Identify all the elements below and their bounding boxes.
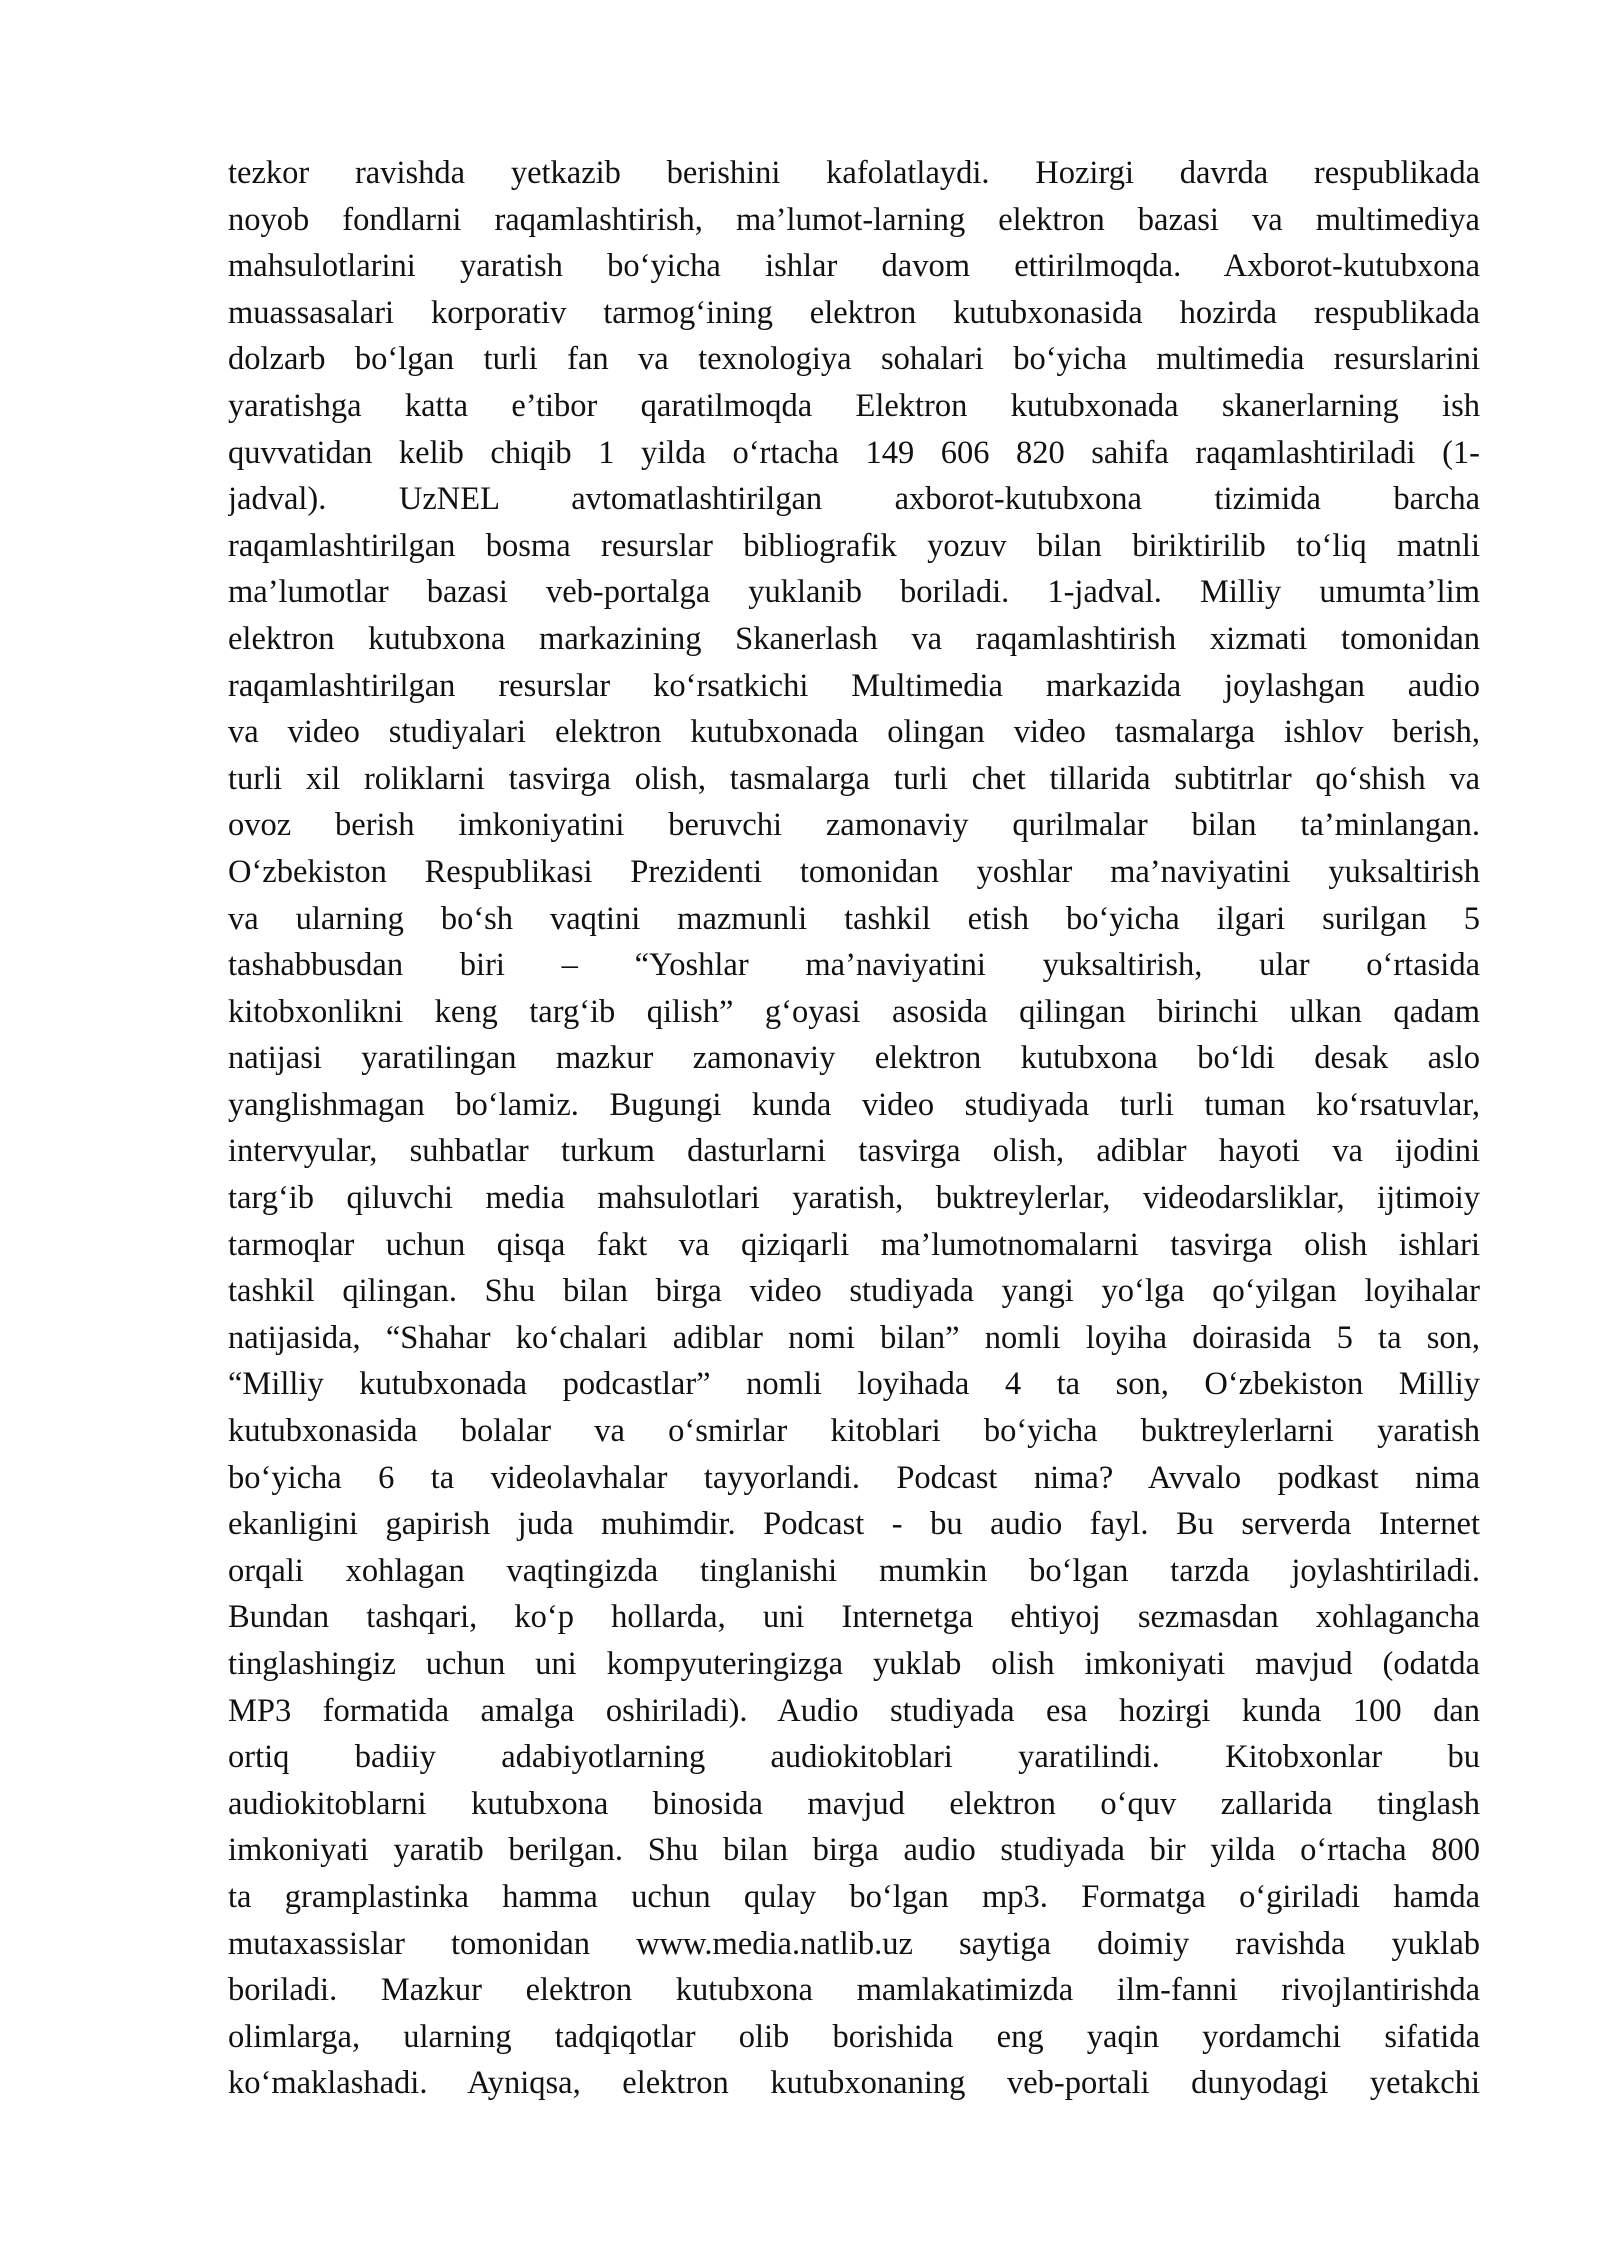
- text-line: noyob fondlarni raqamlashtirish, ma’lumot-larning elektron bazasi va multimediya: [228, 201, 1480, 238]
- text-line: kitobxonlikni keng targ‘ib qilish” g‘oyasi asosida qilingan birinchi ulkan qadam: [228, 993, 1480, 1030]
- text-line: yanglishmagan bo‘lamiz. Bugungi kunda video studiyada turli tuman ko‘rsatuvlar,: [228, 1086, 1480, 1123]
- text-line: intervyular, suhbatlar turkum dasturlarni tasvirga olish, adiblar hayoti va ijodini: [228, 1133, 1480, 1170]
- text-line: ovoz berish imkoniyatini beruvchi zamonaviy qurilmalar bilan ta’minlangan.: [228, 807, 1480, 844]
- text-line: ko‘maklashadi. Ayniqsa, elektron kutubxonaning veb-portali dunyodagi yetakchi: [228, 2065, 1480, 2102]
- text-line: quvvatidan kelib chiqib 1 yilda o‘rtacha 149 606 820 sahifa raqamlashtiriladi (1-: [228, 434, 1480, 471]
- text-line: natijasida, “Shahar ko‘chalari adiblar nomi bilan” nomli loyiha doirasida 5 ta son,: [228, 1319, 1480, 1356]
- text-line: muassasalari korporativ tarmog‘ining elektron kutubxonasida hozirda respublikada: [228, 294, 1480, 331]
- text-line: ekanligini gapirish juda muhimdir. Podcast - bu audio fayl. Bu serverda Internet: [228, 1506, 1480, 1543]
- text-line: jadval). UzNEL avtomatlashtirilgan axborot-kutubxona tizimida barcha: [228, 481, 1480, 518]
- text-line: MP3 formatida amalga oshiriladi). Audio studiyada esa hozirgi kunda 100 dan: [228, 1692, 1480, 1729]
- text-line: orqali xohlagan vaqtingizda tinglanishi mumkin bo‘lgan tarzda joylashtiriladi.: [228, 1552, 1480, 1589]
- text-line: tinglashingiz uchun uni kompyuteringizga yuklab olish imkoniyati mavjud (odatda: [228, 1646, 1480, 1682]
- text-line: dolzarb bo‘lgan turli fan va texnologiya sohalari bo‘yicha multimedia resurslarini: [228, 341, 1480, 378]
- text-line: Bundan tashqari, ko‘p hollarda, uni Internetga ehtiyoj sezmasdan xohlagancha: [228, 1599, 1480, 1636]
- text-line: raqamlashtirilgan bosma resurslar bibliografik yozuv bilan biriktirilib to‘liq matnli: [228, 527, 1480, 564]
- text-line: tashkil qilingan. Shu bilan birga video studiyada yangi yo‘lga qo‘yilgan loyihalar: [228, 1273, 1480, 1310]
- text-line: “Milliy kutubxonada podcastlar” nomli loyihada 4 ta son, O‘zbekiston Milliy: [228, 1366, 1480, 1403]
- text-line: bo‘yicha 6 ta videolavhalar tayyorlandi. Podcast nima? Avvalo podkast nima: [228, 1459, 1480, 1496]
- text-line: imkoniyati yaratib berilgan. Shu bilan birga audio studiyada bir yilda o‘rtacha 800: [228, 1832, 1480, 1869]
- text-line: targ‘ib qiluvchi media mahsulotlari yaratish, buktreylerlar, videodarsliklar, ijtimoiy: [228, 1180, 1480, 1217]
- text-line: mahsulotlarini yaratish bo‘yicha ishlar davom ettirilmoqda. Axborot-kutubxona: [228, 248, 1480, 285]
- text-line: tezkor ravishda yetkazib berishini kafolatlaydi. Hozirgi davrda respublikada: [228, 155, 1480, 191]
- text-line: O‘zbekiston Respublikasi Prezidenti tomonidan yoshlar ma’naviyatini yuksaltirish: [228, 853, 1480, 890]
- body-text: [228, 150, 1480, 2107]
- text-line: audiokitoblarni kutubxona binosida mavjud elektron o‘quv zallarida tinglash: [228, 1785, 1480, 1822]
- text-line: kutubxonasida bolalar va o‘smirlar kitoblari bo‘yicha buktreylerlarni yaratish: [228, 1413, 1480, 1450]
- text-line: mutaxassislar tomonidan www.media.natlib.uz saytiga doimiy ravishda yuklab: [228, 1925, 1480, 1962]
- text-line: tashabbusdan biri – “Yoshlar ma’naviyatini yuksaltirish, ular o‘rtasida: [228, 947, 1480, 984]
- text-line: ma’lumotlar bazasi veb-portalga yuklanib boriladi. 1-jadval. Milliy umumta’lim: [228, 574, 1480, 611]
- text-line: boriladi. Mazkur elektron kutubxona mamlakatimizda ilm-fanni rivojlantirishda: [228, 1972, 1480, 2009]
- text-line: ortiq badiiy adabiyotlarning audiokitoblari yaratilindi. Kitobxonlar bu: [228, 1739, 1480, 1776]
- text-line: tarmoqlar uchun qisqa fakt va qiziqarli ma’lumotnomalarni tasvirga olish ishlari: [228, 1226, 1480, 1263]
- text-line: ta gramplastinka hamma uchun qulay bo‘lgan mp3. Formatga o‘giriladi hamda: [228, 1878, 1480, 1915]
- text-line: olimlarga, ularning tadqiqotlar olib borishida eng yaqin yordamchi sifatida: [228, 2018, 1480, 2055]
- text-line: natijasi yaratilingan mazkur zamonaviy elektron kutubxona bo‘ldi desak aslo: [228, 1040, 1480, 1077]
- text-line: yaratishga katta e’tibor qaratilmoqda Elektron kutubxonada skanerlarning ish: [228, 387, 1480, 424]
- text-line: turli xil roliklarni tasvirga olish, tasmalarga turli chet tillarida subtitrlar qo‘shish va: [228, 760, 1480, 797]
- text-line: va video studiyalari elektron kutubxonada olingan video tasmalarga ishlov berish,: [228, 714, 1480, 751]
- text-line: va ularning bo‘sh vaqtini mazmunli tashkil etish bo‘yicha ilgari surilgan 5: [228, 900, 1480, 937]
- text-line: elektron kutubxona markazining Skanerlash va raqamlashtirish xizmati tomonidan: [228, 620, 1480, 657]
- text-line: raqamlashtirilgan resurslar ko‘rsatkichi Multimedia markazida joylashgan audio: [228, 667, 1480, 704]
